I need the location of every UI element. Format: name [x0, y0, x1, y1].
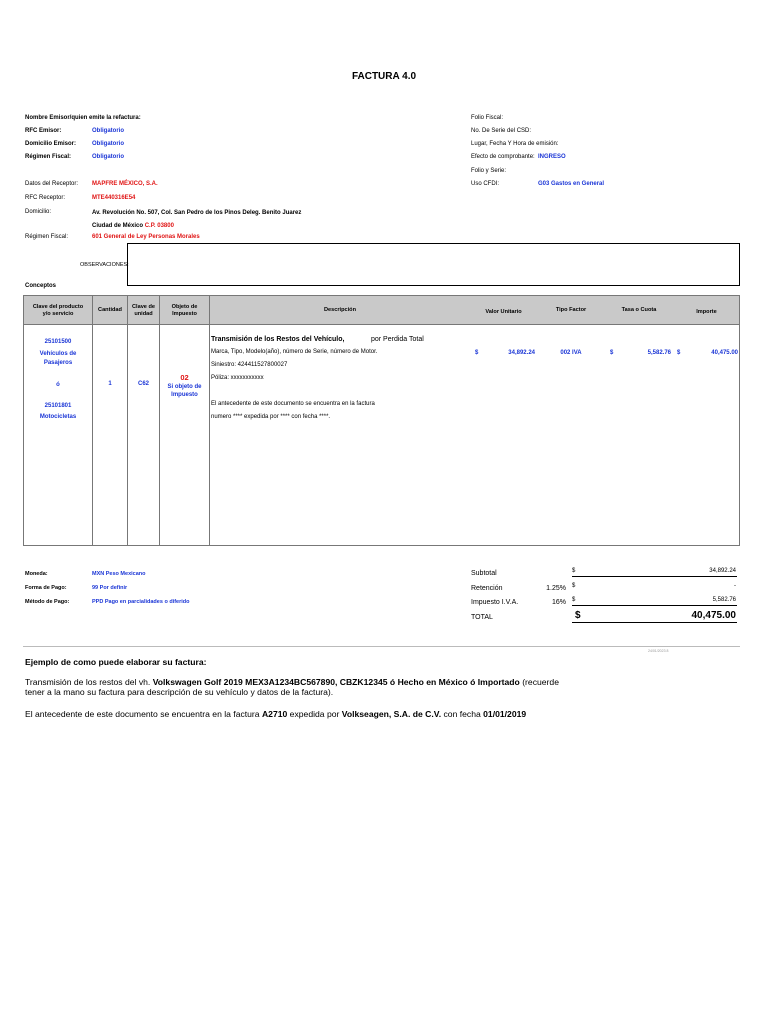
receptor-domicilio-line1: Av. Revolución No. 507, Col. San Pedro de los Pinos Deleg. Benito Juarez — [92, 210, 302, 216]
header-clave-unidad-line2: unidad — [134, 311, 153, 317]
header-cantidad: Cantidad — [98, 307, 122, 313]
objeto-desc-line2: Impuesto — [171, 392, 198, 398]
emisor-regimen-label: Régimen Fiscal: — [25, 154, 72, 160]
total-value: 40,475.00 — [691, 610, 736, 621]
header-objeto-line1: Objeto de — [171, 304, 198, 310]
retencion-label: Retención — [471, 585, 503, 592]
clave-producto-1-desc-line2: Pasajeros — [43, 360, 73, 366]
example-p2-factura: A2710 — [261, 709, 288, 719]
metodo-pago-label: Método de Pago: — [25, 599, 70, 605]
table-col-divider — [209, 295, 210, 546]
descripcion-title — [211, 336, 344, 343]
tasa-currency: $ — [610, 350, 614, 356]
emisor-domicilio-value: Obligatorio — [92, 141, 124, 147]
clave-producto-1: 25101500 — [44, 339, 72, 345]
retencion-rate: 1.25% — [546, 585, 566, 592]
header-clave-unidad — [128, 304, 159, 318]
example-paragraph-1-line2: tener a la mano su factura para descripción de su vehículo y datos de la factura). — [25, 687, 334, 697]
serie-csd-label: No. De Serie del CSD: — [471, 128, 532, 134]
tasa-value: 5,582.76 — [647, 350, 671, 356]
example-p2-e: con fecha — [441, 709, 484, 719]
table-body — [23, 325, 740, 546]
folio-fiscal-label: Folio Fiscal: — [471, 115, 504, 121]
efecto-value: INGRESO — [538, 154, 566, 160]
moneda-label: Moneda: — [25, 571, 48, 577]
metodo-pago-value: PPD Pago en parcialidades o diferido — [92, 599, 190, 605]
observaciones-box — [127, 243, 740, 286]
objeto-cell — [160, 373, 209, 399]
retencion-value: - — [734, 583, 736, 589]
table-col-divider — [159, 295, 160, 546]
receptor-domicilio-line2 — [92, 223, 174, 229]
objeto-code: 02 — [180, 373, 189, 382]
example-p1-vehicle: Volkswagen Golf 2019 MEX3A1234BC567890, CBZK12345 ó Hecho en México ó Importado — [152, 677, 520, 687]
example-p2-c: expedida por — [287, 709, 342, 719]
uso-cfdi-label: Uso CFDI: — [471, 181, 500, 187]
table-col-divider — [127, 295, 128, 546]
example-p2-empresa: Volkseagen, S.A. de C.V. — [341, 709, 442, 719]
small-stamp: 24/01/2023 8 — [648, 649, 669, 653]
efecto-label: Efecto de comprobante: — [471, 154, 535, 160]
subtotal-value: 34,892.24 — [709, 568, 736, 574]
importe-value: 40,475.00 — [711, 350, 738, 356]
clave-producto-1-desc-line1: Vehículos de — [39, 351, 77, 357]
clave-producto-cell — [24, 338, 92, 422]
descripcion-poliza: Póliza: xxxxxxxxxxx — [211, 375, 264, 381]
header-objeto-impuesto — [160, 304, 209, 318]
emisor-rfc-value: Obligatorio — [92, 128, 124, 134]
header-tipo-factor: Tipo Factor — [555, 307, 587, 313]
header-objeto-line2: Impuesto — [172, 311, 197, 317]
emisor-rfc-label: RFC Emisor: — [25, 128, 62, 134]
header-clave-producto — [24, 304, 92, 318]
header-importe: Importe — [696, 309, 717, 315]
objeto-desc-line1: Si objeto de — [167, 384, 202, 390]
unidad-cell: C62 — [137, 381, 149, 387]
lugar-fecha-label: Lugar, Fecha Y Hora de emisión: — [471, 141, 559, 147]
forma-pago-label: Forma de Pago: — [25, 585, 67, 591]
descripcion-line2: Marca, Tipo, Modelo(año), número de Serie, número de Motor. — [211, 349, 378, 355]
emisor-domicilio-label: Domicilio Emisor: — [25, 141, 77, 147]
importe-currency: $ — [677, 350, 681, 356]
subtotal-currency: $ — [572, 568, 576, 574]
folio-serie-label: Folio y Serie: — [471, 168, 507, 174]
table-col-divider — [92, 295, 93, 546]
iva-label: Impuesto I.V.A. — [471, 599, 519, 606]
receptor-regimen-label: Régimen Fiscal: — [25, 234, 69, 240]
valor-unitario-currency: $ — [475, 350, 479, 356]
emisor-regimen-value: Obligatorio — [92, 154, 124, 160]
example-p2-a: El antecedente de este documento se encuentra en la factura — [25, 709, 262, 719]
receptor-cp: C.P. 03800 — [144, 223, 174, 229]
subtotal-underline — [572, 576, 737, 577]
example-paragraph-2 — [25, 709, 745, 719]
clave-producto-2-desc: Motocicletas — [39, 414, 77, 420]
section-separator — [23, 646, 740, 647]
header-clave-producto-line1: Clave del producto — [32, 304, 84, 310]
receptor-rfc-value: MTE440316E54 — [92, 195, 136, 201]
iva-rate: 16% — [551, 599, 566, 606]
emisor-nombre-label: Nombre Emisor/quien emite la refactura: — [25, 115, 141, 121]
iva-value: 5,582.76 — [712, 597, 736, 603]
header-tasa-cuota: Tasa o Cuota — [621, 307, 657, 313]
subtotal-label: Subtotal — [471, 570, 497, 577]
moneda-value: MXN Peso Mexicano — [92, 571, 146, 577]
total-label: TOTAL — [471, 614, 493, 621]
header-descripcion: Descripción — [323, 307, 357, 313]
total-underline — [572, 622, 737, 623]
header-clave-unidad-line1: Clave de — [131, 304, 155, 310]
receptor-datos-label: Datos del Receptor: — [25, 181, 79, 187]
descripcion-antecedente: El antecedente de este documento se encuentra en la factura — [211, 401, 375, 407]
retencion-currency: $ — [572, 583, 576, 589]
page-title: FACTURA 4.0 — [351, 71, 417, 82]
cantidad-cell: 1 — [108, 381, 112, 387]
example-p2-fecha: 01/01/2019 — [483, 709, 527, 719]
clave-producto-2: 25101801 — [44, 403, 72, 409]
header-valor-unitario: Valor Unitario — [485, 309, 522, 315]
descripcion-antecedente-2: numero **** expedida por **** con fecha ****. — [211, 414, 331, 420]
receptor-ciudad: Ciudad de México — [92, 223, 145, 229]
example-paragraph-1 — [25, 677, 745, 687]
uso-cfdi-value: G03 Gastos en General — [538, 181, 605, 187]
observaciones-label: OBSERVACIONES: — [80, 262, 129, 268]
receptor-datos-value: MAPFRE MÉXICO, S.A. — [92, 181, 158, 187]
iva-currency: $ — [572, 597, 576, 603]
example-p1-suffix: (recuerde — [519, 677, 559, 687]
receptor-regimen-value: 601 General de Ley Personas Morales — [92, 234, 200, 240]
tipo-factor-value: 002 IVA — [560, 350, 582, 356]
forma-pago-value: 99 Por definir — [92, 585, 128, 591]
valor-unitario-value: 34,892.24 — [508, 350, 535, 356]
descripcion-siniestro: Siniestro: 424411527800027 — [211, 362, 288, 368]
conceptos-label: Conceptos — [25, 283, 57, 289]
total-currency: $ — [575, 610, 581, 621]
descripcion-title-main: Transmisión de los Restos del Vehículo, — [211, 336, 345, 343]
example-heading: Ejemplo de como puede elaborar su factura: — [25, 657, 207, 667]
descripcion-title-suffix: por Perdida Total — [371, 336, 424, 343]
clave-producto-or: ó — [56, 382, 60, 388]
example-p1-prefix: Transmisión de los restos del vh. — [25, 677, 153, 687]
iva-underline — [572, 605, 737, 606]
receptor-rfc-label: RFC Receptor: — [25, 195, 66, 201]
header-clave-producto-line2: y/o servicio — [42, 311, 74, 317]
receptor-domicilio-label: Domicilio: — [25, 209, 52, 215]
